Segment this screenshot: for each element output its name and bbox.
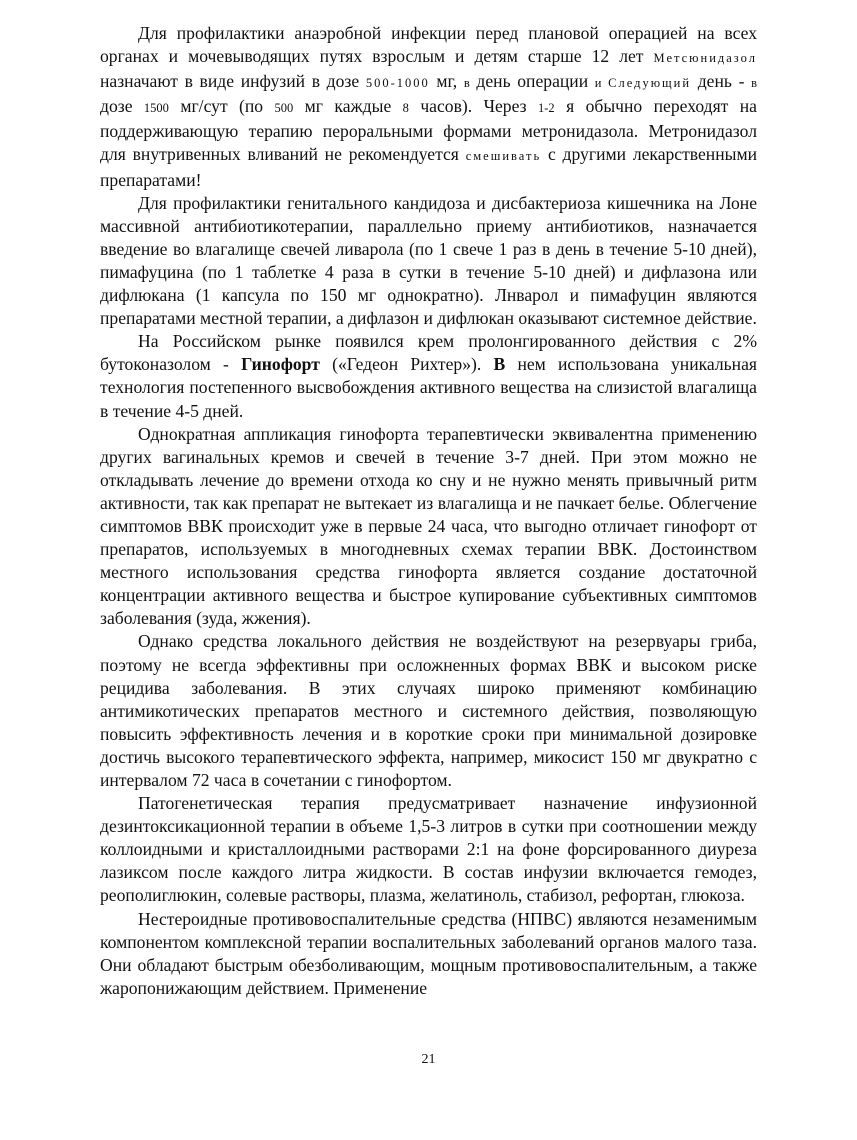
text-run: Однако средства локального действия не воздействуют на резервуары гриба, поэтому не всегда эффективны при осложненных формах ВВК и высоком риске рецидива заболевания. В этих случаях широко применяют комбинацию антимикотических препаратов местного и системного действия, позволяющую повысить эффективность лечения и в короткие сроки при минимальной дозировке достичь высокого терапевтического эффекта, например, микосист 150 мг двукратно с интервалом 72 часа в сочетании с гинофортом.: [100, 631, 757, 790]
text-run: я обычно переходят на поддерживающую терапию пероральными формами метронидазола. Метронидазол для внутривенных вливаний не рекомендуется: [100, 96, 757, 165]
page-body-text: [100, 22, 757, 1000]
text-run: На Российском рынке появился крем пролонгированного действия с 2% бутоконазолом -: [100, 331, 757, 375]
paragraph-7: [100, 908, 757, 1000]
text-run: нем использована уникальная технология постепенного высвобождения активного вещества на слизистой влагалища в течение 4-5 дней.: [100, 354, 757, 421]
text-run: Для профилактики анаэробной инфекции перед плановой операцией на всех органах и мочевыводящих путях взрослым и детям старше 12 лет: [100, 23, 757, 67]
text-run: В: [493, 354, 506, 375]
paragraph-3: [100, 330, 757, 422]
text-run: в: [463, 76, 470, 91]
text-run: день операции: [469, 71, 595, 92]
text-run: мг каждые: [293, 96, 403, 117]
text-run: 1-2: [538, 101, 555, 116]
text-run: Гинофорт: [241, 354, 320, 375]
text-run: 1500: [143, 101, 169, 116]
text-run: в: [751, 76, 757, 91]
text-run: назначают в виде инфузий в дозе: [100, 71, 366, 92]
text-run: 500: [274, 101, 294, 116]
text-run: мг,: [429, 71, 464, 92]
paragraph-1: [100, 22, 757, 192]
text-run: Для профилактики генитального кандидоза и дисбактериоза кишечника на Лоне массивной антибиотикотерапии, параллельно приему антибиотиков, назначается введение во влагалище свечей ливарола (по 1 свече 1 раз в день в течение 5-10 дней), пимафуцина (по 1 таблетке 4 раза в сутки в течение 5-10 дней) и дифлазона или дифлюкана (1 капсула по 150 мг однократно). Лнварол и пимафуцин являются препаратами местной терапии, а дифлазон и дифлюкан оказывают системное действие.: [100, 192, 757, 329]
text-run: и: [594, 76, 602, 91]
paragraph-5: [100, 630, 757, 792]
text-run: Следующий: [608, 76, 692, 91]
text-run: мг/сут (по: [168, 96, 275, 117]
paragraph-6: [100, 792, 757, 907]
text-run: часов). Через: [408, 96, 538, 117]
text-run: Однократная аппликация гинофорта терапевтически эквивалентна применению других вагинальных кремов и свечей в течение 3-7 дней. При этом можно не откладывать лечение до времени отхода ко сну и не нужно менять привычный ритм активности, так как препарат не вытекает из влагалища и не пачкает белье. Облегчение симптомов ВВК происходит уже в первые 24 часа, что выгодно отличает гинофорт от препаратов, используемых в многодневных схемах терапии ВВК. Достоинством местного использования средства гинофорта является создание достаточной концентрации активного вещества и быстрое купирование субъективных симптомов заболевания (зуда, жжения).: [100, 423, 757, 629]
page-number: 21: [421, 1052, 436, 1067]
text-run: («Гедеон Рихтер»).: [319, 354, 494, 375]
text-run: Нестероидные противовоспалительные средства (НПВС) являются незаменимым компонентом комплексной терапии воспалительных заболеваний органов малого таза. Они обладают быстрым обезболивающим, мощным противовоспалительным, а также жаропонижающим действием. Применение: [100, 908, 757, 998]
text-run: дозе: [100, 96, 144, 117]
text-run: Метсюнидазол: [653, 51, 757, 66]
text-run: 8: [402, 101, 409, 116]
text-run: Патогенетическая терапия предусматривает назначение инфузионной дезинтоксикационной терапии в объеме 1,5-3 литров в сутки при соотношении между коллоидными и кристаллоидными растворами 2:1 на фоне форсированного диуреза лазиксом после каждого литра жидкости. В состав инфузии включается гемодез, реополиглюкин, солевые растворы, плазма, желатиноль, стабизол, рефортан, глюкоза.: [100, 793, 757, 906]
paragraph-4: [100, 423, 757, 631]
text-run: с другими лекарственными препаратами!: [100, 144, 758, 190]
paragraph-2: [100, 192, 757, 331]
text-run: 500-1000: [365, 76, 430, 91]
text-run: смешивать: [465, 149, 542, 164]
text-run: день -: [691, 71, 752, 92]
